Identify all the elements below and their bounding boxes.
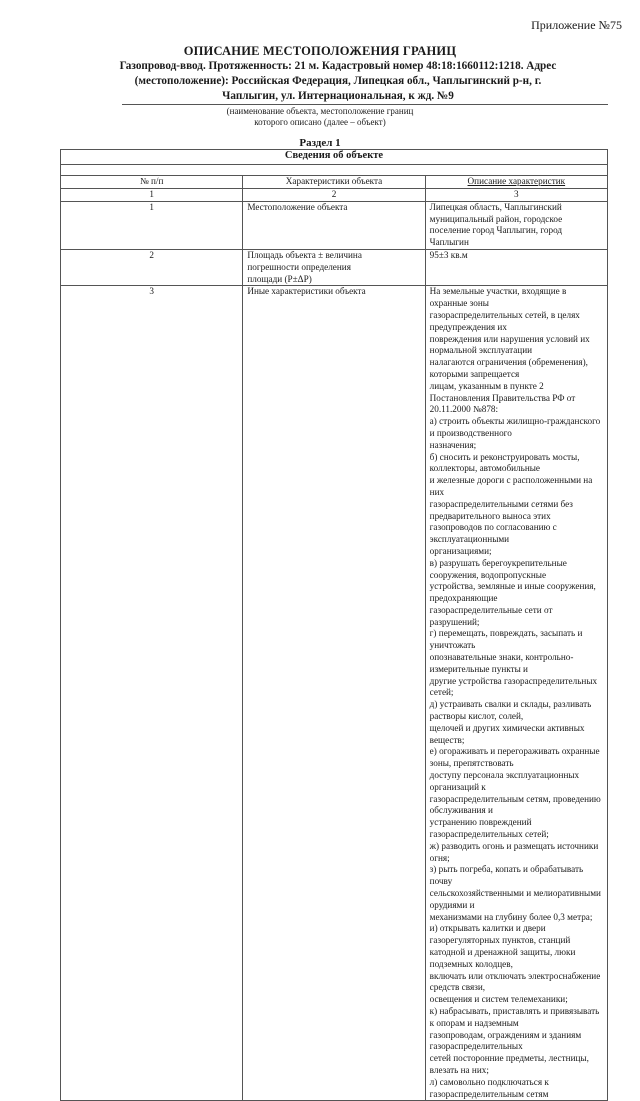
table-header-row — [61, 176, 608, 189]
description-line: сельскохозяйственными и мелиоративными орудиями и — [429, 888, 601, 910]
description-line: лицам, указанным в пункте 2 Постановления Правительства РФ от — [429, 380, 576, 403]
table-title: Сведения об объекте — [61, 150, 608, 165]
description-line: 20.11.2000 №878: — [429, 404, 499, 415]
description-line: освещения и систем телемеханики; — [429, 994, 568, 1005]
header-number: № п/п — [61, 176, 243, 189]
document-title: ОПИСАНИЕ МЕСТОПОЛОЖЕНИЯ ГРАНИЦ — [183, 44, 457, 58]
description-line: поселение город Чаплыгин, город Чаплыгин — [429, 225, 563, 248]
object-caption-line-1: (наименование объекта, местоположение границ — [226, 106, 414, 116]
description-line: организациями; — [429, 545, 492, 556]
object-info-table — [60, 149, 608, 1101]
description-line: включать или отключать электроснабжение средств связи, — [429, 970, 601, 993]
appendix-number: Приложение №75 — [531, 18, 622, 32]
description-line: механизмами на глубину более 0,3 метра; — [429, 911, 593, 922]
column-number-3: 3 — [425, 189, 607, 202]
column-number-2: 2 — [243, 189, 425, 202]
description-line: и железные дороги с расположенными на них — [429, 475, 593, 497]
table-numbering-row — [61, 189, 608, 202]
header-characteristic: Характеристики объекта — [243, 176, 425, 189]
table-title-row — [61, 150, 608, 165]
description-line: налагаются ограничения (обременения), которыми запрещается — [429, 357, 588, 379]
object-description-line-2: (местоположение): Российская Федерация, Липецкая обл., Чаплыгинский р-н, г. — [134, 75, 542, 87]
object-caption-line-2: которого описано (далее – объект) — [254, 117, 386, 127]
characteristic-line: площади (Р±ΔР) — [247, 273, 312, 284]
description-line: другие устройства газораспределительных сетей; — [429, 675, 598, 698]
row-description — [425, 286, 607, 1101]
description-line: На земельные участки, входящие в охранные зоны — [429, 286, 567, 309]
row-characteristic: Иные характеристики объекта — [243, 286, 425, 1101]
table-row — [61, 201, 608, 249]
table-spacer-row — [61, 165, 608, 176]
description-line: щелочей и других химически активных веществ; — [429, 722, 585, 745]
description-line: б) сносить и реконструировать мосты, коллекторы, автомобильные — [429, 451, 580, 474]
description-line: д) устраивать свалки и склады, разливать растворы кислот, солей, — [429, 699, 592, 722]
description-line: сетей посторонние предметы, лестницы, влезать на них; — [429, 1053, 589, 1075]
description-line: ж) разводить огонь и размещать источники огня; — [429, 840, 599, 863]
object-description-line-3: Чаплыгин, ул. Интернациональная, к жд. №9 — [222, 90, 454, 102]
row-description — [425, 249, 607, 285]
description-line: а) строить объекты жилищно-гражданского и производственного — [429, 416, 601, 438]
description-line: з) рыть погреба, копать и обрабатывать почву — [429, 864, 584, 887]
table-row — [61, 249, 608, 285]
object-description-line-1: Газопровод-ввод. Протяженность: 21 м. Кадастровый номер 48:18:1660112:1218. Адрес — [119, 60, 557, 72]
description-line: устранению повреждений газораспределительных сетей; — [429, 817, 549, 840]
characteristic-line: погрешности определения — [247, 261, 351, 272]
description-line: г) перемещать, повреждать, засыпать и уничтожать — [429, 628, 583, 651]
section-heading: Раздел 1 — [299, 137, 341, 149]
row-number: 2 — [61, 249, 243, 285]
description-line: повреждения или нарушения условий их нормальной эксплуатации — [429, 333, 590, 356]
description-line: катодной и дренажной защиты, люки подземных колодцев, — [429, 947, 576, 969]
description-line: газораспределительным сетям, проведению обслуживания и — [429, 793, 601, 816]
description-line: газораспределительных сетей, в целях предупреждения их — [429, 309, 580, 332]
description-line: газопроводам, ограждениям и зданиям газораспределительных — [429, 1029, 582, 1052]
description-line: газораспределительными сетями без предварительного выноса этих — [429, 498, 573, 521]
header-description: Описание характеристик — [425, 176, 607, 189]
description-line: е) огораживать и перегораживать охранные зоны, препятствовать — [429, 746, 600, 769]
row-characteristic: Местоположение объекта — [243, 201, 425, 249]
object-underline — [122, 104, 608, 105]
description-line: назначения; — [429, 439, 477, 450]
description-line: опознавательные знаки, контрольно-измерительные пункты и — [429, 652, 574, 674]
description-line: и) открывать калитки и двери газорегуляторных пунктов, станций — [429, 923, 571, 946]
characteristic-line: Площадь объекта ± величина — [247, 249, 362, 260]
table-row — [61, 286, 608, 1101]
description-line: устройства, земляные и иные сооружения, предохраняющие — [429, 581, 596, 604]
description-line: в) разрушать берегоукрепительные сооружения, водопропускные — [429, 557, 567, 580]
description-line: Липецкая область, Чаплыгинский муниципальный район, городское — [429, 201, 563, 224]
description-line: газораспределительные сети от разрушений; — [429, 604, 553, 627]
column-number-1: 1 — [61, 189, 243, 202]
description-line: 95±3 кв.м — [429, 249, 468, 260]
description-line: л) самовольно подключаться к газораспределительным сетям — [429, 1076, 549, 1099]
row-description — [425, 201, 607, 249]
row-characteristic — [243, 249, 425, 285]
description-line: доступу персонала эксплуатационных организаций к — [429, 770, 580, 792]
row-number: 1 — [61, 201, 243, 249]
description-line: к) набрасывать, приставлять и привязывать к опорам и надземным — [429, 1005, 600, 1028]
table-spacer — [61, 165, 608, 176]
row-number: 3 — [61, 286, 243, 1101]
description-line: газопроводов по согласованию с эксплуатационными — [429, 522, 557, 545]
